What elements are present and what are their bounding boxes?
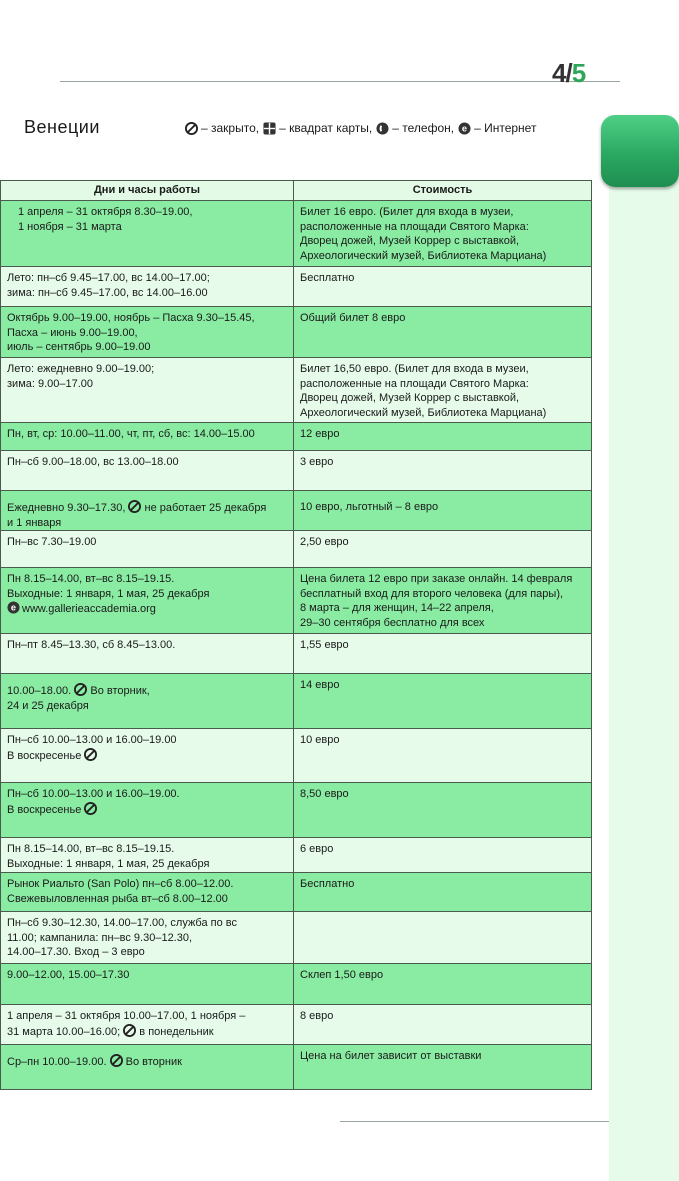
closed-icon: [84, 802, 97, 815]
price-cell: Бесплатно: [294, 873, 592, 912]
header-price: Стоимость: [294, 181, 592, 201]
table-row: [1, 912, 592, 964]
table-row: [1, 674, 592, 729]
table-row: [1, 783, 592, 838]
header-hours: Дни и часы работы: [1, 181, 294, 201]
bottom-rule: [340, 1121, 609, 1122]
legend-internet-text: – Интернет: [474, 121, 537, 135]
table-row: [1, 1005, 592, 1045]
price-cell: Билет 16,50 евро. (Билет для входа в музеи, расположенные на площади Святого Марка: Дворец дожей, Музей Коррер с выставкой, Археологический музей, Библиотека Марциана): [294, 358, 592, 423]
hours-cell: Пн–вс 7.30–19.00: [1, 531, 294, 568]
table-row: [1, 451, 592, 491]
closed-icon: [185, 122, 198, 135]
hours-cell: 1 апреля – 31 октября 8.30–19.00, 1 ноября – 31 марта: [1, 201, 294, 267]
map-square-icon: [263, 122, 276, 135]
table-row: [1, 491, 592, 531]
svg-text:e: e: [10, 602, 17, 613]
table-row: [1, 964, 592, 1005]
hours-cell: 9.00–12.00, 15.00–17.30: [1, 964, 294, 1005]
table-row: [1, 634, 592, 674]
hours-cell: Пн–пт 8.45–13.30, сб 8.45–13.00.: [1, 634, 294, 674]
price-cell: Бесплатно: [294, 267, 592, 307]
closed-icon: [128, 500, 141, 513]
price-cell: 2,50 евро: [294, 531, 592, 568]
hours-cell: 10.00–18.00. Во вторник, 24 и 25 декабря: [1, 674, 294, 729]
closed-icon: [84, 748, 97, 761]
price-cell: 6 евро: [294, 838, 592, 873]
closed-icon: [110, 1054, 123, 1067]
hours-cell: Пн 8.15–14.00, вт–вс 8.15–19.15. Выходные: 1 января, 1 мая, 25 декабря e www.gallerieaccademia.org: [1, 568, 294, 634]
hours-cell: Лето: пн–сб 9.45–17.00, вс 14.00–17.00; зима: пн–сб 9.45–17.00, вс 14.00–16.00: [1, 267, 294, 307]
price-cell: 10 евро, льготный – 8 евро: [294, 491, 592, 531]
internet-icon: [7, 601, 20, 614]
table-row: [1, 838, 592, 873]
hours-cell: 1 апреля – 31 октября 10.00–17.00, 1 ноября – 31 марта 10.00–16.00; в понедельник: [1, 1005, 294, 1045]
price-cell: 8 евро: [294, 1005, 592, 1045]
table-row: [1, 267, 592, 307]
hours-cell: Октябрь 9.00–19.00, ноябрь – Пасха 9.30–15.45, Пасха – июнь 9.00–19.00, июль – сентябрь 9.00–19.00: [1, 307, 294, 358]
price-cell: Цена билета 12 евро при заказе онлайн. 14 февраля бесплатный вход для второго человека (для пары), 8 марта – для женщин, 14–22 апреля, 29–30 сентября бесплатно для всех: [294, 568, 592, 634]
page-heading: Венеции: [24, 117, 100, 137]
price-cell: 3 евро: [294, 451, 592, 491]
table-row: [1, 729, 592, 783]
hours-cell: Пн–сб 9.00–18.00, вс 13.00–18.00: [1, 451, 294, 491]
legend-closed-text: – закрыто,: [201, 121, 260, 135]
price-cell: Склеп 1,50 евро: [294, 964, 592, 1005]
hours-cell: Пн–сб 9.30–12.30, 14.00–17.00, служба по вс 11.00; кампанила: пн–вс 9.30–12.30, 14.00–17.30. Вход – 3 евро: [1, 912, 294, 964]
gallery-website-link[interactable]: www.gallerieaccademia.org: [22, 603, 156, 615]
legend-phone-text: – телефон,: [392, 121, 455, 135]
table-row: [1, 568, 592, 634]
price-cell: [294, 912, 592, 964]
side-strip: [609, 140, 679, 1181]
chapter-tab-button[interactable]: [601, 115, 679, 187]
legend: [185, 121, 540, 135]
table-row: [1, 423, 592, 451]
closed-icon: [123, 1024, 136, 1037]
price-cell: Общий билет 8 евро: [294, 307, 592, 358]
closed-icon: [74, 683, 87, 696]
table-row: [1, 531, 592, 568]
price-cell: Билет 16 евро. (Билет для входа в музеи, расположенные на площади Святого Марка: Дворец дожей, Музей Коррер с выставкой, Археологический музей, Библиотека Марциана): [294, 201, 592, 267]
price-cell: 14 евро: [294, 674, 592, 729]
table-row: [1, 201, 592, 267]
table-row: [1, 358, 592, 423]
table-row: [1, 1045, 592, 1090]
phone-icon: [376, 122, 389, 135]
price-cell: 8,50 евро: [294, 783, 592, 838]
hours-cell: Рынок Риальто (San Polo) пн–сб 8.00–12.00. Свежевыловленная рыба вт–сб 8.00–12.00: [1, 873, 294, 912]
table-row: [1, 307, 592, 358]
hours-cell: Лето: ежедневно 9.00–19.00; зима: 9.00–17.00: [1, 358, 294, 423]
price-cell: 12 евро: [294, 423, 592, 451]
hours-cell: Пн–сб 10.00–13.00 и 16.00–19.00. В воскресенье: [1, 783, 294, 838]
hours-cell: Пн 8.15–14.00, вт–вс 8.15–19.15. Выходные: 1 января, 1 мая, 25 декабря: [1, 838, 294, 873]
svg-text:e: e: [462, 122, 468, 133]
hours-cell: Пн, вт, ср: 10.00–11.00, чт, пт, сб, вс: 14.00–15.00: [1, 423, 294, 451]
table-row: [1, 873, 592, 912]
hours-cell: Ежедневно 9.30–17.30, не работает 25 декабря и 1 января: [1, 491, 294, 531]
price-cell: 10 евро: [294, 729, 592, 783]
hours-cell: Пн–сб 10.00–13.00 и 16.00–19.00 В воскресенье: [1, 729, 294, 783]
price-cell: 1,55 евро: [294, 634, 592, 674]
hours-cell: Ср–пн 10.00–19.00. Во вторник: [1, 1045, 294, 1090]
legend-map-text: – квадрат карты,: [279, 121, 373, 135]
schedule-table: [0, 180, 592, 1090]
internet-icon: [458, 122, 471, 135]
page-number: 4/5: [552, 58, 586, 88]
price-cell: Цена на билет зависит от выставки: [294, 1045, 592, 1090]
top-rule: [60, 81, 620, 82]
